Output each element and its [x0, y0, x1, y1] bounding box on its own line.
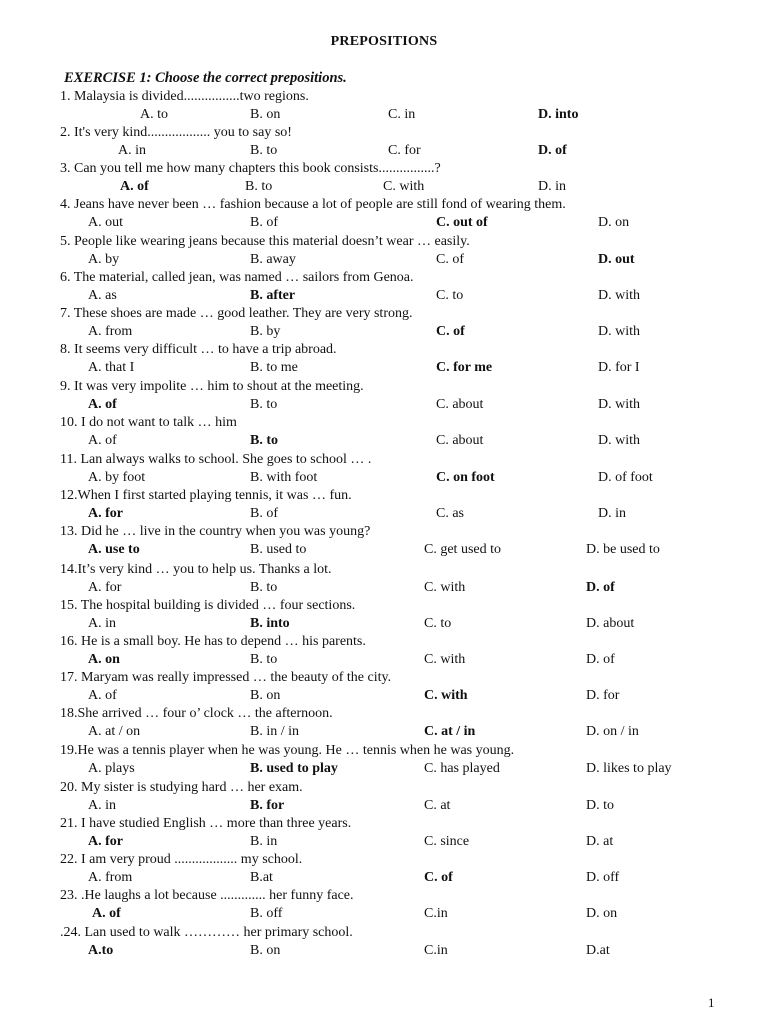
answer-option: B. on: [250, 688, 281, 703]
question-text: 21. I have studied English … more than three years.: [60, 816, 352, 831]
answer-option: B. to: [250, 652, 278, 667]
answer-option: D. on / in: [586, 724, 639, 739]
answer-option: D. with: [598, 433, 640, 448]
answer-option-correct: A. of: [92, 906, 121, 921]
answer-option: A. from: [88, 870, 133, 885]
question-text: 18.She arrived … four o’ clock … the afternoon.: [60, 706, 333, 721]
answer-option: C. about: [436, 433, 484, 448]
answer-option-correct: C. of: [424, 870, 453, 885]
answer-option: D. for I: [598, 360, 640, 375]
answer-option: B. to: [245, 179, 273, 194]
answer-option: C. to: [436, 288, 464, 303]
question-text: 1. Malaysia is divided................two regions.: [60, 89, 309, 104]
answer-option: D. of: [586, 652, 615, 667]
answer-option: D. on: [598, 215, 630, 230]
answer-option: C. since: [424, 834, 470, 849]
answer-option: D. of foot: [598, 470, 653, 485]
answer-option: C.in: [424, 943, 448, 958]
answer-option: A. out: [88, 215, 123, 230]
answer-option-correct: A. for: [88, 834, 123, 849]
answer-option: C. at: [424, 798, 451, 813]
page-number: 1: [708, 995, 715, 1010]
answer-option: D. for: [586, 688, 620, 703]
answer-option: D. with: [598, 288, 640, 303]
question-text: 6. The material, called jean, was named … sailors from Genoa.: [60, 270, 414, 285]
answer-option-correct: A. use to: [88, 542, 140, 557]
answer-option: B. off: [250, 906, 283, 921]
question-text: 11. Lan always walks to school. She goes to school … .: [60, 452, 372, 467]
question-text: .24. Lan used to walk ………… her primary school.: [60, 925, 353, 940]
answer-option-correct: D. of: [538, 143, 567, 158]
answer-option-correct: C. for me: [436, 360, 493, 375]
answer-option: B. of: [250, 506, 278, 521]
answer-option: B. to me: [250, 360, 298, 375]
answer-option: C. has played: [424, 761, 500, 776]
answer-option: D. likes to play: [586, 761, 672, 776]
answer-option: A. in: [118, 143, 146, 158]
answer-option: C. about: [436, 397, 484, 412]
answer-option-correct: C. out of: [436, 215, 488, 230]
answer-option: C. of: [436, 252, 464, 267]
answer-option: C.in: [424, 906, 448, 921]
question-text: 5. People like wearing jeans because this material doesn’t wear … easily.: [60, 234, 470, 249]
question-text: 23. .He laughs a lot because ............. her funny face.: [60, 888, 354, 903]
answer-option: C. for: [388, 143, 421, 158]
answer-option: B. away: [250, 252, 296, 267]
answer-option-correct: C. with: [424, 688, 468, 703]
answer-option: C. with: [424, 580, 466, 595]
answer-option: B. on: [250, 943, 281, 958]
answer-option: A. as: [88, 288, 117, 303]
answer-option: D.at: [586, 943, 610, 958]
answer-option-correct: B. used to play: [250, 761, 338, 776]
answer-option: D. off: [586, 870, 620, 885]
answer-option: C. in: [388, 107, 416, 122]
answer-option: D. to: [586, 798, 614, 813]
answer-option: A. from: [88, 324, 133, 339]
answer-option-correct: B. to: [250, 433, 278, 448]
answer-option: D. be used to: [586, 542, 660, 557]
answer-option: A. at / on: [88, 724, 141, 739]
answer-option-correct: D. into: [538, 107, 579, 122]
answer-option: C. as: [436, 506, 464, 521]
answer-option: D. in: [538, 179, 566, 194]
answer-option: B. with foot: [250, 470, 318, 485]
answer-option: A. to: [140, 107, 168, 122]
answer-option: D. in: [598, 506, 626, 521]
question-text: 2. It's very kind.................. you to say so!: [60, 125, 292, 140]
answer-option: B. to: [250, 580, 278, 595]
answer-option-correct: C. of: [436, 324, 465, 339]
answer-option-correct: A. for: [88, 506, 123, 521]
page-title: PREPOSITIONS: [330, 34, 438, 49]
question-text: 15. The hospital building is divided … four sections.: [60, 598, 356, 613]
answer-option: A. in: [88, 616, 116, 631]
answer-option-correct: B. into: [250, 616, 290, 631]
answer-option: B. of: [250, 215, 278, 230]
answer-option: A. that I: [88, 360, 135, 375]
answer-option: C. to: [424, 616, 452, 631]
exercise-heading: EXERCISE 1: Choose the correct prepositions.: [64, 70, 347, 86]
question-text: 9. It was very impolite … him to shout at the meeting.: [60, 379, 364, 394]
answer-option-correct: A. on: [88, 652, 120, 667]
question-text: 17. Maryam was really impressed … the beauty of the city.: [60, 670, 392, 685]
answer-option: B. to: [250, 143, 278, 158]
answer-option: B. on: [250, 107, 281, 122]
answer-option: B. by: [250, 324, 281, 339]
question-text: 12.When I first started playing tennis, it was … fun.: [60, 488, 352, 503]
answer-option: B. in: [250, 834, 278, 849]
answer-option-correct: C. on foot: [436, 470, 495, 485]
answer-option-correct: D. out: [598, 252, 635, 267]
answer-option-correct: A.to: [88, 943, 114, 958]
answer-option: A. in: [88, 798, 116, 813]
answer-option: A. of: [88, 433, 117, 448]
answer-option-correct: A. of: [120, 179, 149, 194]
question-text: 19.He was a tennis player when he was young. He … tennis when he was young.: [60, 743, 515, 758]
answer-option-correct: B. after: [250, 288, 296, 303]
answer-option: B. used to: [250, 542, 307, 557]
answer-option: C. get used to: [424, 542, 501, 557]
question-text: 10. I do not want to talk … him: [60, 415, 237, 430]
answer-option-correct: B. for: [250, 798, 285, 813]
answer-option: C. with: [383, 179, 425, 194]
question-text: 7. These shoes are made … good leather. They are very strong.: [60, 306, 413, 321]
answer-option-correct: A. of: [88, 397, 117, 412]
answer-option: A. by: [88, 252, 120, 267]
question-text: 22. I am very proud .................. my school.: [60, 852, 303, 867]
answer-option: B. to: [250, 397, 278, 412]
answer-option-correct: D. of: [586, 580, 615, 595]
answer-option: D. about: [586, 616, 635, 631]
answer-option: B.at: [250, 870, 273, 885]
answer-option: D. with: [598, 324, 640, 339]
answer-option: D. on: [586, 906, 618, 921]
question-text: 8. It seems very difficult … to have a trip abroad.: [60, 342, 337, 357]
answer-option: A. by foot: [88, 470, 146, 485]
answer-option: B. in / in: [250, 724, 300, 739]
question-text: 3. Can you tell me how many chapters this book consists................?: [60, 161, 441, 176]
question-text: 20. My sister is studying hard … her exam.: [60, 780, 303, 795]
answer-option: A. for: [88, 580, 122, 595]
answer-option: A. of: [88, 688, 117, 703]
question-text: 13. Did he … live in the country when you was young?: [60, 524, 371, 539]
answer-option-correct: C. at / in: [424, 724, 476, 739]
answer-option: A. plays: [88, 761, 135, 776]
answer-option: D. with: [598, 397, 640, 412]
answer-option: C. with: [424, 652, 466, 667]
question-text: 14.It’s very kind … you to help us. Thanks a lot.: [60, 562, 332, 577]
answer-option: D. at: [586, 834, 614, 849]
question-text: 16. He is a small boy. He has to depend … his parents.: [60, 634, 366, 649]
question-text: 4. Jeans have never been … fashion because a lot of people are still fond of wearing them.: [60, 197, 566, 212]
